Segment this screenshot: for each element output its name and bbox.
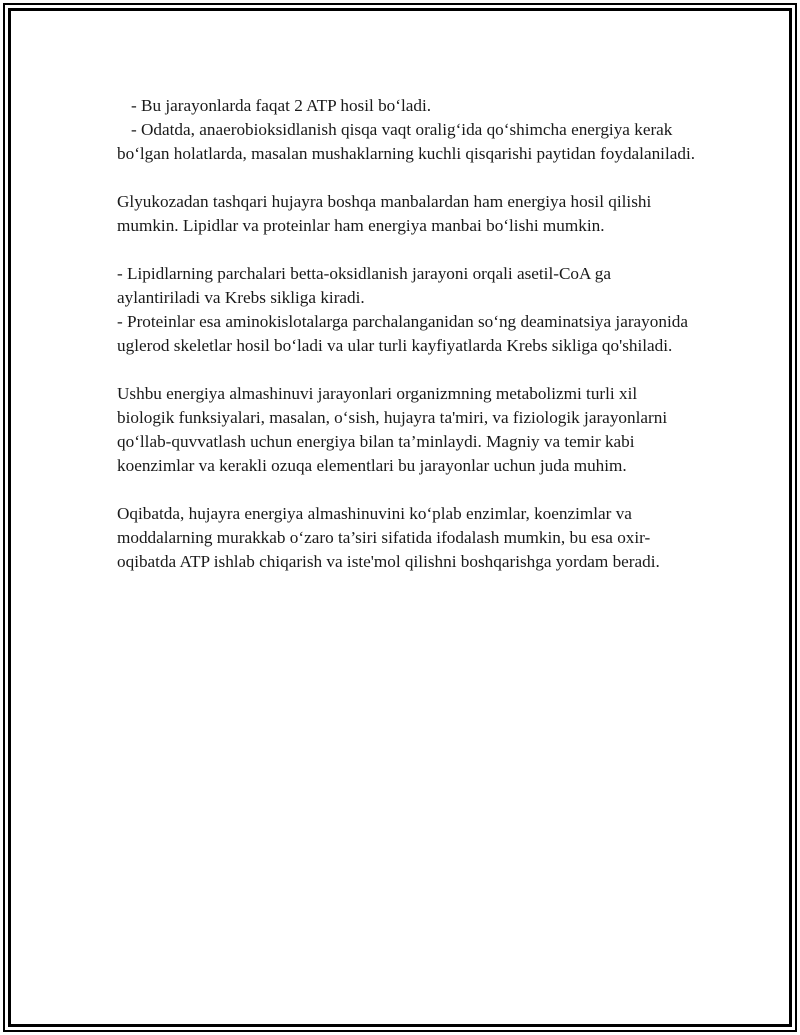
paragraph: Ushbu energiya almashinuvi jarayonlari organizmning metabolizmi turli xil biologik funksiyalari, masalan, o‘sish, hujayra ta'miri, va fiziologik jarayonlarni qo‘llab-quvvatlash uchun energiya bilan ta’minlaydi. Magniy va temir kabi koenzimlar va kerakli ozuqa elementlari bu jarayonlar uchun juda muhim. xyxy=(117,384,668,475)
paragraph: Glyukozadan tashqari hujayra boshqa manbalardan ham energiya hosil qilishi mumkin. Lipidlar va proteinlar ham energiya manbai bo‘lishi mumkin. xyxy=(117,192,652,235)
paragraph-spacer xyxy=(117,238,697,262)
paragraph: Oqibatda, hujayra energiya almashinuvini ko‘plab enzimlar, koenzimlar va moddalarning murakkab o‘zaro ta’siri sifatida ifodalash mumkin, bu esa oxir-oqibatda ATP ishlab chiqarish va iste'mol qilishni boshqarishga yordam beradi. xyxy=(117,504,660,571)
bullet-line xyxy=(117,118,697,166)
bullet-line: - Lipidlarning parchalari betta-oksidlanish jarayoni orqali asetil-CoA ga aylantiriladi va Krebs sikliga kiradi. xyxy=(117,264,611,307)
bullet-line: - Proteinlar esa aminokislotalarga parchalanganidan so‘ng deaminatsiya jarayonida uglerod skeletlar hosil bo‘ladi va ular turli kayfiyatlarda Krebs sikliga qo'shiladi. xyxy=(117,312,688,355)
document-body xyxy=(117,94,697,574)
paragraph-spacer xyxy=(117,166,697,190)
bullet-line: - Bu jarayonlarda faqat 2 ATP hosil bo‘ladi. xyxy=(131,96,432,115)
bullet-line-text: - Odatda, anaerobioksidlanish qisqa vaqt oralig‘ida qo‘shimcha energiya kerak bo‘lgan holatlarda, masalan mushaklarning kuchli qisqarishi paytidan foydalaniladi. xyxy=(117,120,696,163)
paragraph-spacer xyxy=(117,358,697,382)
paragraph-spacer xyxy=(117,478,697,502)
